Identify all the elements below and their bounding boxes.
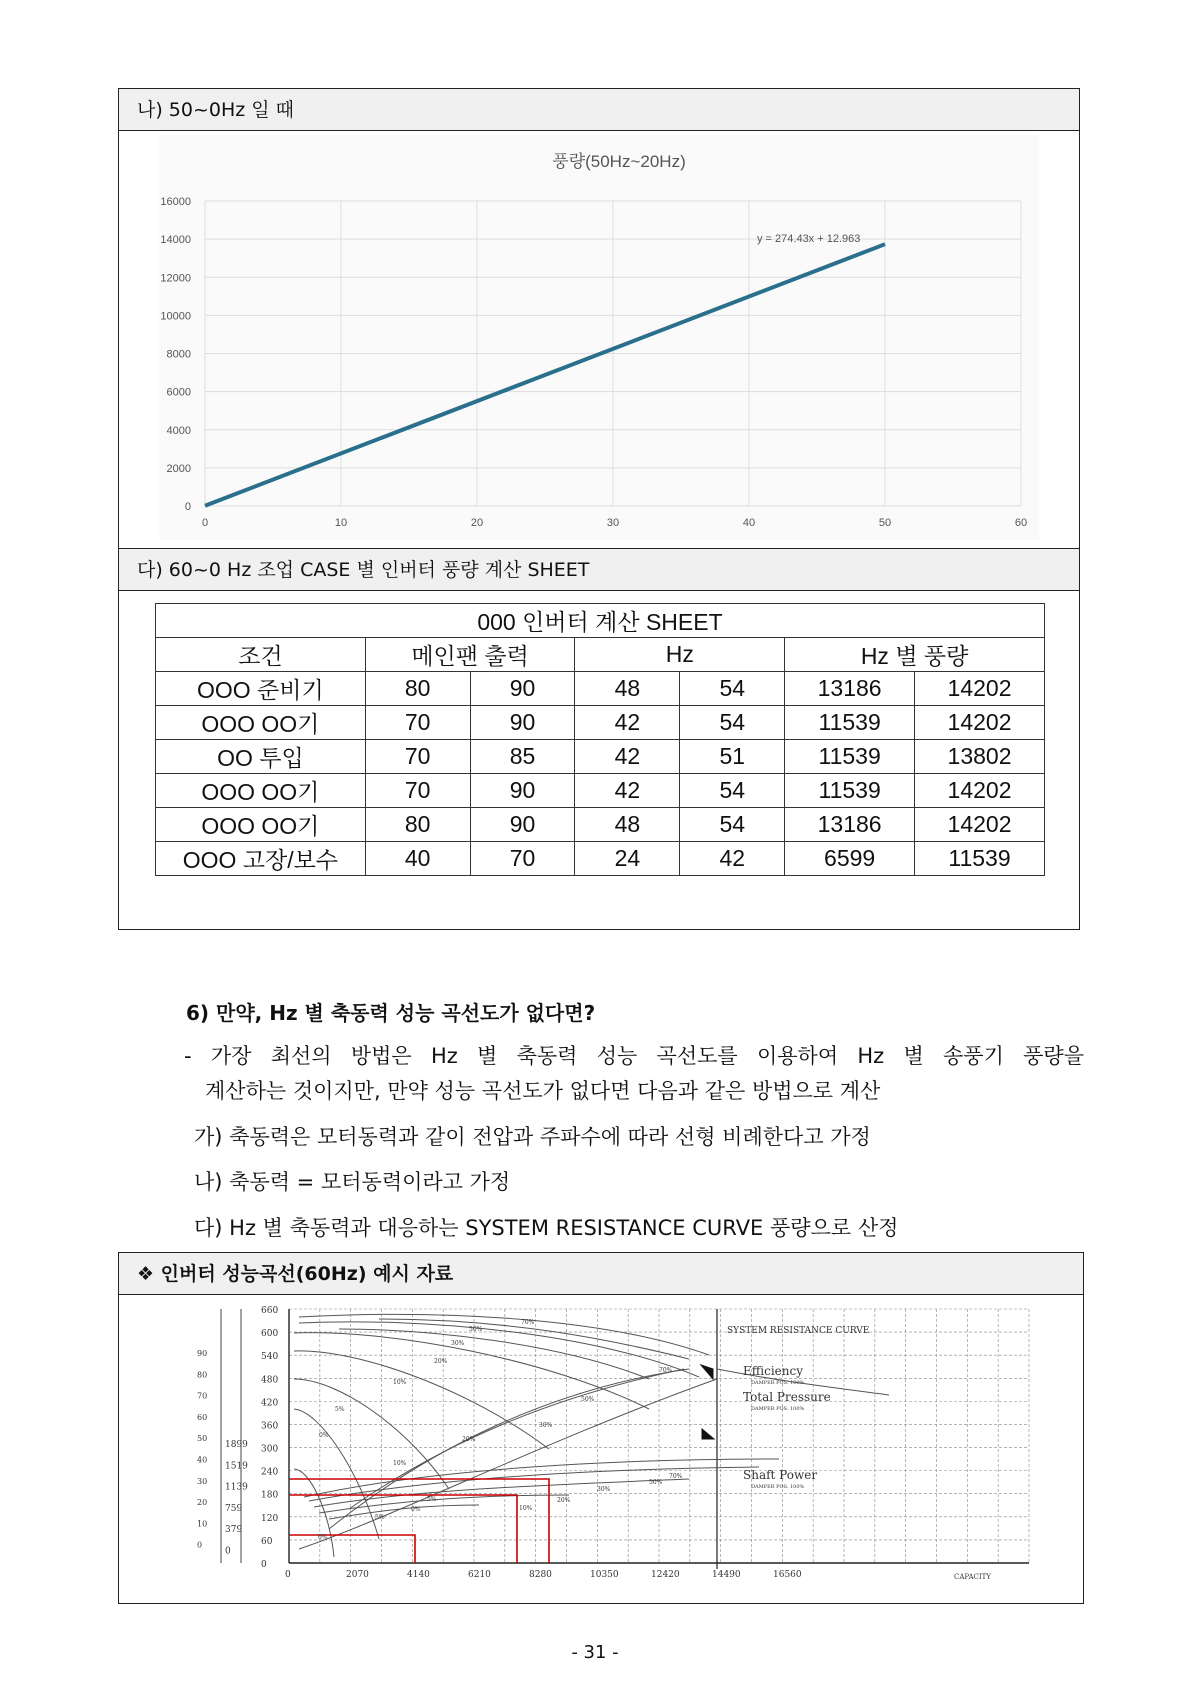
percent-label: 30% — [451, 1340, 465, 1347]
axis1-label: 30 — [197, 1476, 208, 1486]
header-flow: Hz 별 풍량 — [785, 638, 1045, 672]
x-tick-label: 40 — [742, 517, 756, 529]
percent-label: 10% — [519, 1505, 533, 1512]
capacity-tick: 6210 — [468, 1570, 491, 1580]
performance-curve — [294, 1333, 649, 1409]
capacity-tick: 0 — [285, 1570, 291, 1580]
y-tick-label: 12000 — [160, 272, 191, 285]
y-tick-label: 8000 — [166, 348, 191, 361]
example-title: ❖ 인버터 성능곡선(60Hz) 예시 자료 — [119, 1253, 1083, 1295]
section-da-box — [118, 548, 1080, 930]
efficiency-label: Efficiency — [743, 1364, 804, 1378]
header-condition: 조건 — [156, 638, 366, 672]
value-cell: 70 — [365, 740, 470, 774]
axis2-label: 1139 — [225, 1482, 248, 1493]
sheet-row — [156, 706, 1045, 740]
value-cell: 6599 — [785, 842, 915, 876]
axis1-label: 20 — [197, 1498, 208, 1508]
capacity-tick: 8280 — [529, 1570, 552, 1580]
performance-curve-chart — [129, 1299, 1069, 1599]
value-cell: 54 — [680, 808, 785, 842]
y-tick-label: 2000 — [166, 462, 191, 475]
sheet-row — [156, 740, 1045, 774]
value-cell: 54 — [680, 774, 785, 808]
axis1-label: 70 — [197, 1391, 208, 1401]
performance-curve — [339, 1329, 649, 1379]
header-main-fan: 메인팬 출력 — [365, 638, 575, 672]
condition-cell: OO 투입 — [156, 740, 366, 774]
axis1-label: 10 — [197, 1519, 208, 1529]
y-tick-label: 16000 — [160, 196, 191, 208]
axis3-label: 420 — [261, 1398, 279, 1409]
value-cell: 90 — [470, 774, 575, 808]
marker-triangle — [701, 1365, 713, 1379]
performance-curve — [294, 1409, 379, 1539]
value-cell: 70 — [470, 842, 575, 876]
y-tick-label: 6000 — [166, 386, 191, 399]
x-tick-label: 50 — [878, 517, 892, 529]
value-cell: 13186 — [785, 672, 915, 706]
percent-label: 20% — [557, 1497, 571, 1504]
condition-cell: OOO OO기 — [156, 774, 366, 808]
y-tick-label: 0 — [184, 501, 191, 513]
value-cell: 90 — [470, 672, 575, 706]
percent-label: 50% — [581, 1396, 595, 1403]
axis1-label: 40 — [197, 1455, 208, 1465]
axis3-label: 540 — [261, 1352, 279, 1363]
value-cell: 42 — [575, 774, 680, 808]
axis3-label: 240 — [261, 1467, 279, 1478]
percent-label: 0% — [411, 1506, 421, 1513]
axis2-label: 1519 — [225, 1461, 248, 1472]
axis2-label: 1899 — [225, 1440, 248, 1450]
capacity-tick: 14490 — [712, 1570, 741, 1580]
value-cell: 40 — [365, 842, 470, 876]
inverter-sheet-table — [155, 603, 1045, 876]
y-tick-label: 10000 — [160, 310, 191, 323]
capacity-tick: 16560 — [773, 1570, 802, 1580]
value-cell: 54 — [680, 706, 785, 740]
value-cell: 13802 — [915, 740, 1045, 774]
value-cell: 42 — [680, 842, 785, 876]
percent-label: 0% — [319, 1432, 329, 1439]
axis2-label: 759 — [225, 1503, 243, 1514]
value-cell: 42 — [575, 706, 680, 740]
axis1-label: 80 — [197, 1370, 208, 1380]
performance-curve — [294, 1351, 549, 1449]
x-tick-label: 30 — [606, 517, 620, 529]
x-tick-label: 0 — [201, 517, 209, 529]
axis3-label: 600 — [261, 1329, 279, 1340]
section-da-title: 다) 60~0 Hz 조업 CASE 별 인버터 풍량 계산 SHEET — [119, 549, 1079, 591]
value-cell: 11539 — [785, 774, 915, 808]
percent-label: 5% — [375, 1514, 385, 1521]
value-cell: 90 — [470, 706, 575, 740]
efficiency-sub: DAMPER POS. 100% — [751, 1380, 805, 1386]
axis3-label: 360 — [261, 1421, 279, 1432]
total-pressure-sub: DAMPER POS. 100% — [751, 1406, 805, 1412]
performance-curve — [294, 1379, 449, 1489]
axis1-label: 50 — [197, 1434, 208, 1444]
value-cell: 80 — [365, 808, 470, 842]
axis2-label: 379 — [225, 1525, 243, 1536]
shaft-power-sub: DAMPER POS. 100% — [751, 1484, 805, 1490]
trendline-equation: y = 274.43x + 12.963 — [757, 233, 861, 246]
section6-item-da: 다) Hz 별 축동력과 대응하는 SYSTEM RESISTANCE CURVE 풍량으로 산정 — [194, 1216, 899, 1240]
percent-label: 50% — [649, 1479, 663, 1486]
value-cell: 42 — [575, 740, 680, 774]
system-resistance-label: SYSTEM RESISTANCE CURVE — [727, 1326, 870, 1336]
value-cell: 14202 — [915, 706, 1045, 740]
value-cell: 48 — [575, 672, 680, 706]
section6-item-ga: 가) 축동력은 모터동력과 같이 전압과 주파수에 따라 선형 비례한다고 가정 — [194, 1125, 871, 1149]
chart-title: 풍량(50Hz~20Hz) — [552, 152, 686, 171]
axis3-label: 180 — [261, 1490, 279, 1501]
section-na-title: 나) 50~0Hz 일 때 — [119, 89, 1079, 131]
axis3-label: 120 — [261, 1513, 279, 1524]
y-tick-label: 14000 — [160, 234, 191, 247]
axis3-label: 480 — [261, 1375, 279, 1386]
sheet-title: 000 인버터 계산 SHEET — [156, 604, 1045, 638]
value-cell: 54 — [680, 672, 785, 706]
line-chart — [129, 135, 1069, 545]
value-cell: 90 — [470, 808, 575, 842]
y-tick-label: 4000 — [166, 424, 191, 437]
page-number: - 31 - — [571, 1642, 619, 1663]
percent-label: 5% — [335, 1406, 345, 1413]
percent-label: 30% — [539, 1422, 553, 1429]
value-cell: 14202 — [915, 808, 1045, 842]
axis1-label: 90 — [197, 1349, 208, 1358]
value-cell: 48 — [575, 808, 680, 842]
condition-cell: OOO OO기 — [156, 808, 366, 842]
axis3-label: 60 — [261, 1536, 273, 1547]
percent-label: 30% — [597, 1486, 611, 1493]
sheet-row — [156, 808, 1045, 842]
value-cell: 13186 — [785, 808, 915, 842]
percent-label: 5% — [427, 1496, 437, 1503]
axis1-label: 60 — [197, 1412, 208, 1422]
value-cell: 11539 — [785, 740, 915, 774]
section-na-box — [118, 88, 1080, 550]
capacity-tick: 12420 — [651, 1570, 680, 1580]
section6-heading: 6) 만약, Hz 별 축동력 성능 곡선도가 없다면? — [186, 1001, 596, 1025]
value-cell: 11539 — [915, 842, 1045, 876]
shaft-power-label: Shaft Power — [743, 1468, 818, 1482]
capacity-label: CAPACITY — [954, 1573, 991, 1581]
axis1-label: 0 — [197, 1540, 203, 1550]
operating-point-line — [289, 1535, 415, 1563]
percent-label: 10% — [393, 1460, 407, 1467]
axis3-label: 0 — [261, 1560, 267, 1570]
value-cell: 70 — [365, 774, 470, 808]
x-tick-label: 10 — [334, 517, 348, 529]
percent-label: 10% — [393, 1379, 407, 1386]
percent-label: 70% — [521, 1319, 535, 1326]
value-cell: 14202 — [915, 672, 1045, 706]
section6-para-line2: 계산하는 것이지만, 만약 성능 곡선도가 없다면 다음과 같은 방법으로 계산 — [205, 1079, 881, 1103]
condition-cell: OOO 준비기 — [156, 672, 366, 706]
performance-curve — [314, 1479, 689, 1507]
value-cell: 11539 — [785, 706, 915, 740]
value-cell: 24 — [575, 842, 680, 876]
axis2-label: 0 — [225, 1546, 231, 1557]
percent-label: 50% — [469, 1326, 483, 1333]
sheet-row — [156, 842, 1045, 876]
x-tick-label: 60 — [1014, 517, 1028, 529]
value-cell: 80 — [365, 672, 470, 706]
section6-item-na: 나) 축동력 = 모터동력이라고 가정 — [194, 1170, 511, 1194]
header-hz: Hz — [575, 638, 785, 672]
value-cell: 14202 — [915, 774, 1045, 808]
percent-label: 70% — [669, 1473, 683, 1480]
axis3-label: 300 — [261, 1444, 279, 1455]
marker-triangle — [702, 1429, 714, 1439]
performance-curve — [299, 1379, 717, 1549]
capacity-tick: 4140 — [407, 1570, 430, 1580]
value-cell: 51 — [680, 740, 785, 774]
value-cell: 70 — [365, 706, 470, 740]
capacity-tick: 10350 — [590, 1570, 619, 1580]
percent-label: 70% — [659, 1367, 673, 1374]
axis3-label: 660 — [261, 1306, 279, 1316]
condition-cell: OOO 고장/보수 — [156, 842, 366, 876]
value-cell: 85 — [470, 740, 575, 774]
sheet-row — [156, 774, 1045, 808]
section6-para-line1: - 가장 최선의 방법은 Hz 별 축동력 성능 곡선도를 이용하여 Hz 별 송풍기 풍량을 — [184, 1044, 1084, 1068]
total-pressure-label: Total Pressure — [743, 1390, 831, 1404]
capacity-tick: 2070 — [346, 1570, 369, 1580]
condition-cell: OOO OO기 — [156, 706, 366, 740]
sheet-row — [156, 672, 1045, 706]
performance-curve — [299, 1322, 699, 1377]
percent-label: 20% — [462, 1436, 476, 1443]
performance-curve — [349, 1369, 684, 1509]
example-box — [118, 1252, 1084, 1604]
x-tick-label: 20 — [470, 517, 484, 529]
percent-label: 20% — [434, 1358, 448, 1365]
percent-label: 0% — [318, 1534, 328, 1541]
